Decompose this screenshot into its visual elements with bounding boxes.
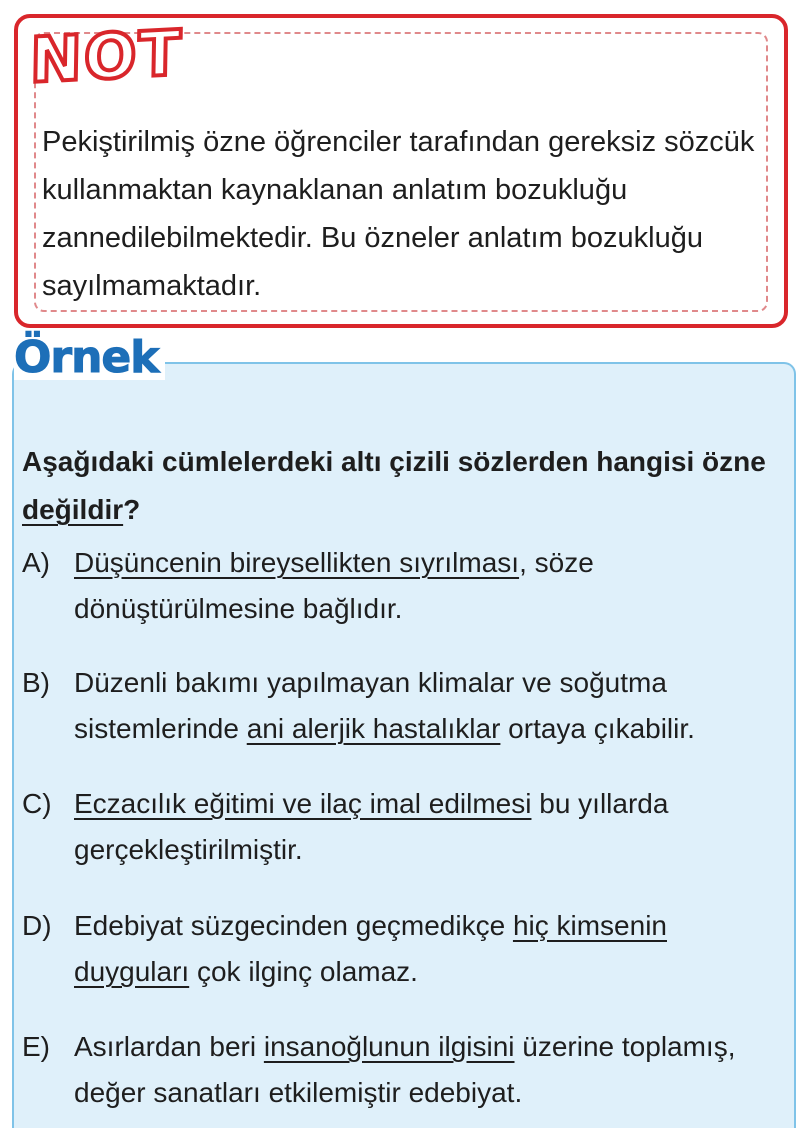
option-letter: D)	[22, 910, 52, 941]
option-letter: E)	[22, 1031, 50, 1062]
option-text-before: Asırlardan beri	[74, 1031, 264, 1062]
option-text	[74, 540, 784, 632]
question-underlined-word: değildir	[22, 494, 124, 525]
option-underlined-phrase: Eczacılık eğitimi ve ilaç imal edilmesi	[74, 788, 532, 819]
option-text-after: ortaya çıkabilir.	[500, 713, 695, 744]
option-text-after: bu yıllarda gerçekleştirilmiştir.	[74, 788, 669, 865]
option-letter: C)	[22, 788, 52, 819]
option-text-after: , söze dönüştürülmesine bağlıdır.	[74, 547, 594, 624]
option-text	[74, 660, 784, 752]
option-underlined-phrase: hiç kimsenin duyguları	[74, 910, 667, 987]
option-text	[74, 903, 784, 995]
option-text-before: Düzenli bakımı yapılmayan klimalar ve soğutma sistemlerinde	[74, 667, 667, 744]
option-letter: A)	[22, 547, 50, 578]
note-title: NOT	[29, 15, 184, 98]
option-underlined-phrase: ani alerjik hastalıklar	[246, 713, 501, 744]
question-text-after: ?	[123, 494, 141, 525]
option-underlined-phrase: insanoğlunun ilgisini	[263, 1031, 515, 1062]
option-text	[74, 781, 784, 873]
question-text	[22, 438, 792, 534]
option-underlined-phrase: Düşüncenin bireysellikten sıyrılması	[74, 547, 520, 578]
example-title: Örnek	[14, 336, 165, 380]
note-text: Pekiştirilmiş özne öğrenciler tarafından gereksiz sözcük kullanmaktan kaynaklanan anlatım bozukluğu zannedilebilmektedir. Bu özneler anlatım bozukluğu sayılmamaktadır.	[42, 126, 755, 302]
option-letter: B)	[22, 667, 50, 698]
option-text	[74, 1024, 784, 1116]
option-text-after: üzerine toplamış, değer sanatları etkilemiştir edebiyat.	[74, 1031, 736, 1108]
question-text-before: Aşağıdaki cümlelerdeki altı çizili sözlerden hangisi özne	[22, 446, 766, 477]
option-text-before: Edebiyat süzgecinden geçmedikçe	[74, 910, 513, 941]
option-text-after: çok ilginç olamaz.	[189, 956, 418, 987]
